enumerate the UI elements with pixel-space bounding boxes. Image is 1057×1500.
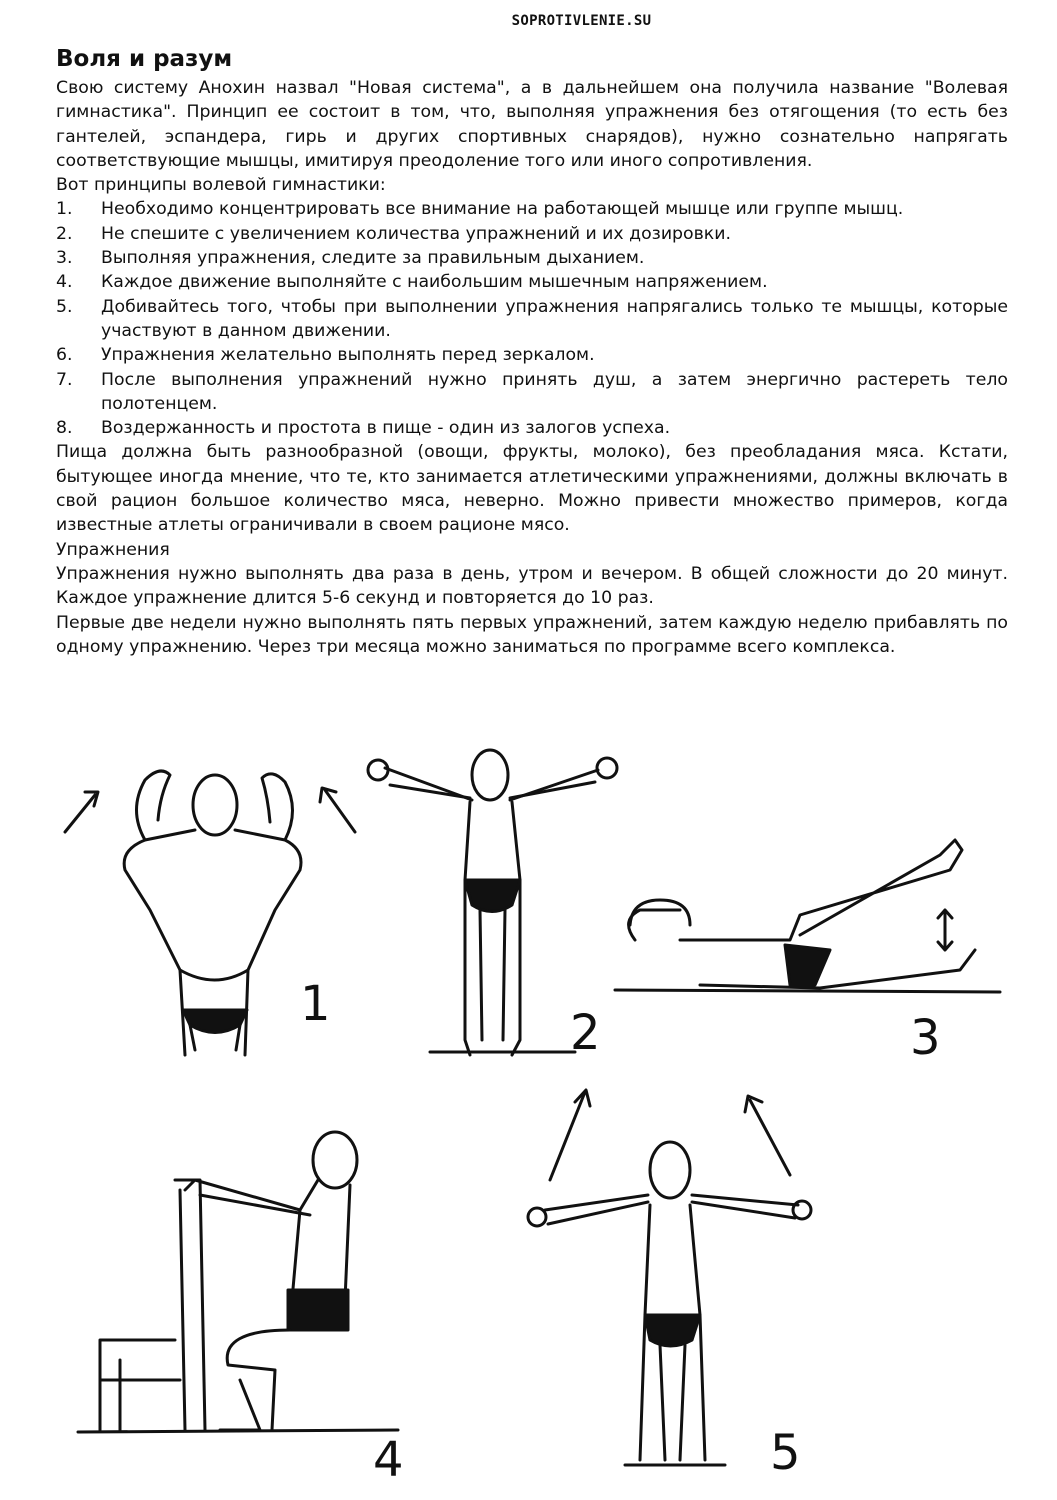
- list-item: 7. После выполнения упражнений нужно принять душ, а затем энергично растереть тело полотенцем.: [56, 369, 1008, 414]
- list-item: 8. Воздержанность и простота в пище - один из залогов успеха.: [56, 418, 671, 439]
- figure-5-illustration: [528, 1090, 811, 1465]
- list-item: 2. Не спешите с увеличением количества упражнений и их дозировки.: [56, 223, 731, 244]
- figure-number-5: 5: [770, 1425, 801, 1481]
- list-item: 1. Необходимо концентрировать все внимание на работающей мышце или группе мышц.: [56, 199, 904, 220]
- list-item: 3. Выполняя упражнения, следите за правильным дыханием.: [56, 248, 645, 269]
- food-paragraph: Пища должна быть разнообразной (овощи, фрукты, молоко), без преобладания мяса. Кстати, бытующее иногда мнение, что те, кто занимается атлетическими упражнениями, должны включать в свой рацион большое количество мяса, неверно. Можно привести множество примеров, когда известные атлеты ограничивали в своем рационе мясо.: [56, 442, 1008, 536]
- intro-paragraph: Свою систему Анохин назвал "Новая система", а в дальнейшем она получила название "Волевая гимнастика". Принцип ее состоит в том, что, выполняя упражнения без отягощения (то есть без гантелей, эспандера, гирь и других спортивных снарядов), нужно сознательно напрягать соответствующие мышцы, имитируя преодоление того или иного сопротивления.: [56, 78, 1008, 171]
- principles-intro: Вот принципы волевой гимнастики:: [56, 175, 386, 196]
- list-item: 6. Упражнения желательно выполнять перед зеркалом.: [56, 345, 595, 366]
- figure-number-3: 3: [910, 1010, 941, 1066]
- plan-paragraph: Первые две недели нужно выполнять пять первых упражнений, затем каждую неделю прибавлять по одному упражнению. Через три месяца можно заниматься по программе всего комплекса.: [56, 612, 1008, 657]
- figure-number-2: 2: [570, 1005, 601, 1061]
- list-item: 5. Добивайтесь того, чтобы при выполнении упражнения напрягались только те мышцы, которые участвуют в данном движении.: [56, 296, 1008, 341]
- site-header: SOPROTIVLENIE.SU: [511, 13, 652, 29]
- figure-number-4: 4: [373, 1432, 404, 1488]
- schedule-paragraph: Упражнения нужно выполнять два раза в день, утром и вечером. В общей сложности до 20 минут. Каждое упражнение длится 5-6 секунд и повторяется до 10 раз.: [56, 563, 1008, 609]
- list-item: 4. Каждое движение выполняйте с наибольшим мышечным напряжением.: [56, 272, 768, 293]
- figure-number-1: 1: [300, 976, 331, 1032]
- figure-3-illustration: [615, 840, 1000, 992]
- figure-4-illustration: [78, 1132, 398, 1432]
- page-title: Воля и разум: [56, 46, 233, 72]
- exercises-heading: Упражнения: [56, 539, 170, 560]
- exercise-illustrations: [0, 740, 1057, 1500]
- article: [56, 44, 1008, 659]
- principles-list: [56, 197, 1008, 440]
